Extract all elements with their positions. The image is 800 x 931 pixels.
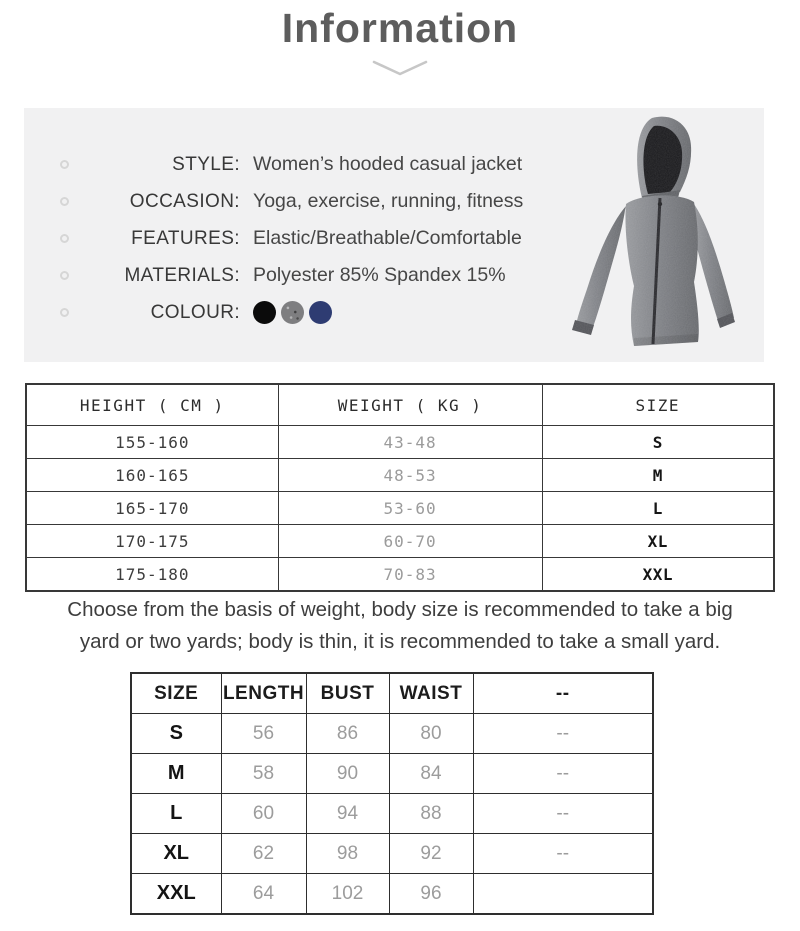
table-cell-dash: -- xyxy=(473,754,653,794)
info-row-value: Elastic/Breathable/Comfortable xyxy=(253,227,522,249)
info-row-value: Polyester 85% Spandex 15% xyxy=(253,264,506,286)
table-row xyxy=(131,794,653,834)
table-row xyxy=(131,874,653,915)
table-cell-size: S xyxy=(542,426,774,459)
table-cell-length: 64 xyxy=(221,874,306,915)
table-cell-height: 160-165 xyxy=(26,459,278,492)
bullet-icon xyxy=(60,160,69,169)
table-cell-size: XL xyxy=(542,525,774,558)
table-cell-bust: 94 xyxy=(306,794,389,834)
table-cell-weight: 70-83 xyxy=(278,558,542,592)
table-header-row xyxy=(131,673,653,714)
table-cell-waist: 88 xyxy=(389,794,473,834)
table-cell-size: L xyxy=(131,794,221,834)
table-row xyxy=(131,754,653,794)
bullet-icon xyxy=(60,308,69,317)
table-cell-length: 60 xyxy=(221,794,306,834)
table-cell-weight: 43-48 xyxy=(278,426,542,459)
bullet-icon xyxy=(60,234,69,243)
info-row-colour xyxy=(48,294,523,331)
swatch-black xyxy=(253,301,276,324)
table-cell-weight: 48-53 xyxy=(278,459,542,492)
bullet-icon xyxy=(60,271,69,280)
column-header-bust: BUST xyxy=(306,673,389,714)
table-cell-length: 58 xyxy=(221,754,306,794)
colour-swatches xyxy=(240,301,523,324)
table-cell-bust: 98 xyxy=(306,834,389,874)
table-cell-size: XXL xyxy=(131,874,221,915)
info-row-label: COLOUR: xyxy=(150,301,240,323)
table-cell-height: 155-160 xyxy=(26,426,278,459)
table-cell-dash: -- xyxy=(473,794,653,834)
table-cell-size: XXL xyxy=(542,558,774,592)
table-cell-waist: 84 xyxy=(389,754,473,794)
info-row-label: OCCASION: xyxy=(129,190,240,212)
table-cell-dash: -- xyxy=(473,834,653,874)
table-cell-dash xyxy=(473,874,653,915)
table-cell-bust: 102 xyxy=(306,874,389,915)
table-row xyxy=(26,525,774,558)
table-cell-waist: 92 xyxy=(389,834,473,874)
info-box xyxy=(24,108,764,362)
column-header-height: HEIGHT ( CM ) xyxy=(26,384,278,426)
table-cell-length: 62 xyxy=(221,834,306,874)
info-row-style xyxy=(48,146,523,183)
column-header-waist: WAIST xyxy=(389,673,473,714)
table-row xyxy=(26,558,774,592)
table-row xyxy=(26,459,774,492)
measurement-table xyxy=(130,672,654,915)
info-row-materials xyxy=(48,257,523,294)
column-header-length: LENGTH xyxy=(221,673,306,714)
sizing-note-line: yard or two yards; body is thin, it is recommended to take a small yard. xyxy=(79,630,721,653)
table-cell-weight: 60-70 xyxy=(278,525,542,558)
table-cell-height: 170-175 xyxy=(26,525,278,558)
table-row xyxy=(26,426,774,459)
table-cell-waist: 80 xyxy=(389,714,473,754)
product-image-jacket xyxy=(552,112,752,362)
table-cell-weight: 53-60 xyxy=(278,492,542,525)
swatch-heather-gray xyxy=(281,301,304,324)
info-row-label: FEATURES: xyxy=(131,227,240,249)
info-row-value: Yoga, exercise, running, fitness xyxy=(253,190,524,212)
column-header-size: SIZE xyxy=(131,673,221,714)
table-cell-dash: -- xyxy=(473,714,653,754)
info-row-label: MATERIALS: xyxy=(124,264,240,286)
sizing-note-line: Choose from the basis of weight, body size is recommended to take a big xyxy=(67,598,733,621)
table-cell-bust: 86 xyxy=(306,714,389,754)
table-row xyxy=(131,714,653,754)
column-header-dash: -- xyxy=(473,673,653,714)
sizing-note xyxy=(0,594,800,658)
table-cell-size: S xyxy=(131,714,221,754)
table-header-row xyxy=(26,384,774,426)
table-row xyxy=(131,834,653,874)
table-cell-height: 175-180 xyxy=(26,558,278,592)
table-cell-waist: 96 xyxy=(389,874,473,915)
table-cell-size: L xyxy=(542,492,774,525)
info-row-label: STYLE: xyxy=(172,153,240,175)
table-cell-size: M xyxy=(131,754,221,794)
info-rows xyxy=(48,146,523,331)
table-cell-size: M xyxy=(542,459,774,492)
info-row-occasion xyxy=(48,183,523,220)
chevron-down-icon xyxy=(368,57,432,79)
info-row-value: Women’s hooded casual jacket xyxy=(253,153,523,175)
bullet-icon xyxy=(60,197,69,206)
table-cell-bust: 90 xyxy=(306,754,389,794)
swatch-navy-blue xyxy=(309,301,332,324)
table-cell-height: 165-170 xyxy=(26,492,278,525)
page-title: Information xyxy=(281,5,519,51)
table-cell-length: 56 xyxy=(221,714,306,754)
height-weight-size-table xyxy=(25,383,775,592)
table-cell-size: XL xyxy=(131,834,221,874)
column-header-size: SIZE xyxy=(542,384,774,426)
table-row xyxy=(26,492,774,525)
column-header-weight: WEIGHT ( KG ) xyxy=(278,384,542,426)
info-row-features xyxy=(48,220,523,257)
